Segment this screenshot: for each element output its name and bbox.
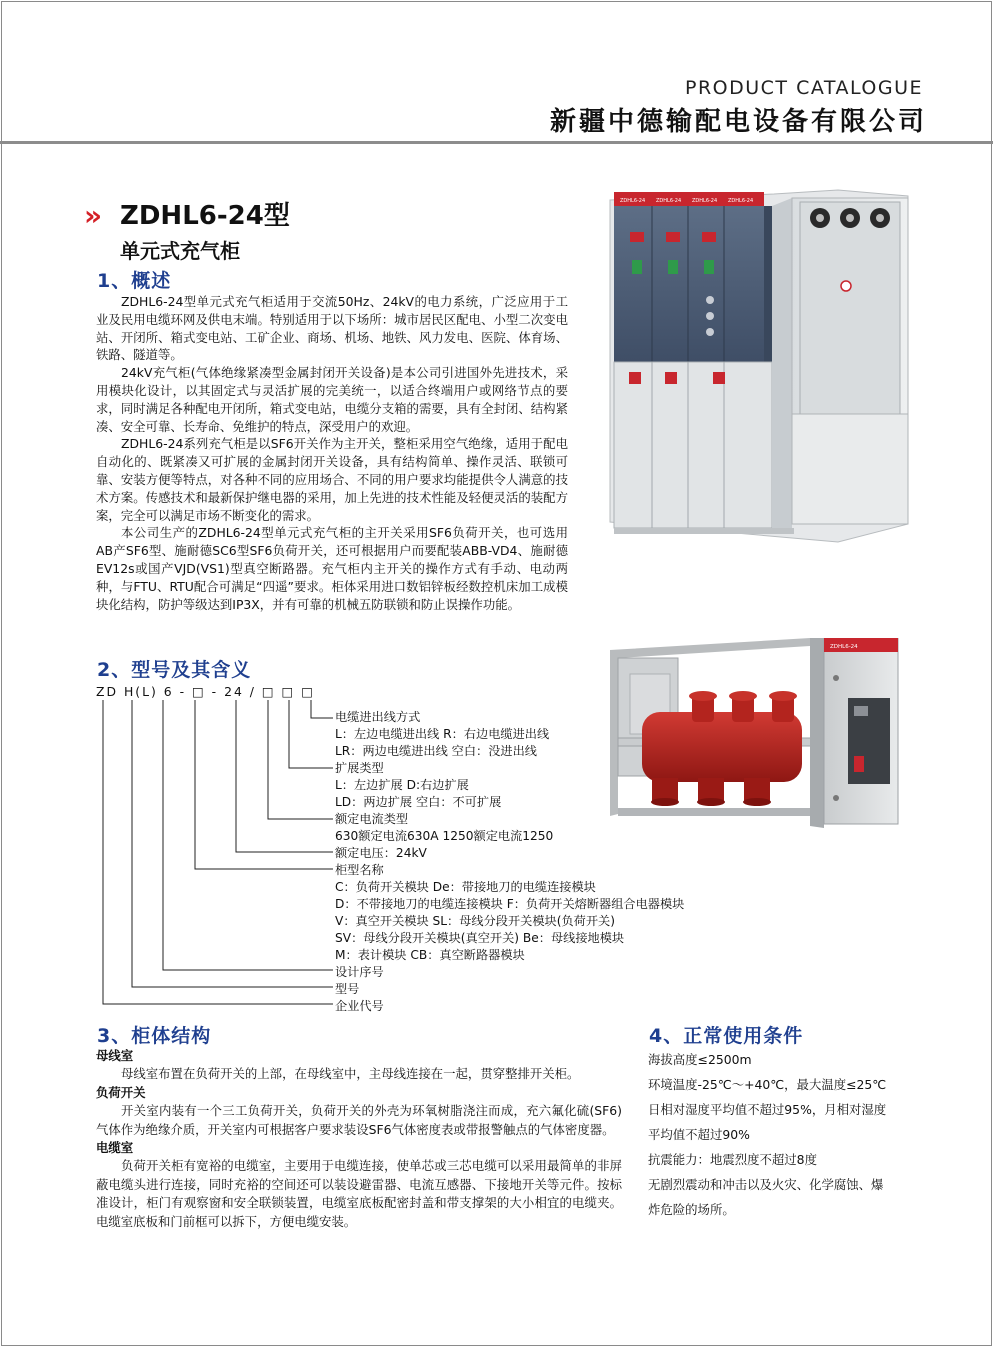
condition-line: 炸危险的场所。 bbox=[648, 1202, 735, 1217]
model-label: D：不带接地刀的电缆连接模块 F：负荷开关熔断器组合电器模块 bbox=[335, 897, 685, 911]
condition-line: 环境温度-25℃～+40℃，最大温度≤25℃ bbox=[648, 1077, 887, 1092]
model-label: M：表计模块 CB：真空断路器模块 bbox=[335, 948, 525, 962]
product-title: ZDHL6-24型 bbox=[120, 201, 290, 231]
model-label: 柜型名称 bbox=[335, 863, 384, 877]
condition-line: 日相对湿度平均值不超过95%，月相对湿度 bbox=[648, 1102, 887, 1117]
model-label: LR：两边电缆进出线 空白：没进出线 bbox=[335, 744, 537, 758]
model-label: 设计序号 bbox=[335, 965, 384, 979]
model-code: ZD H(L) 6 - □ - 24 / □ □ □ bbox=[96, 684, 315, 699]
section-structure-heading: 3、柜体结构 bbox=[97, 1025, 212, 1047]
condition-line: 平均值不超过90% bbox=[648, 1127, 750, 1142]
company-name: 新疆中德输配电设备有限公司 bbox=[549, 107, 927, 137]
model-label: 630额定电流630A 1250额定电流1250 bbox=[335, 829, 554, 843]
cabinet-label: ZDHL6-24 bbox=[620, 198, 646, 204]
model-label: 额定电流类型 bbox=[335, 812, 409, 826]
structure-item-title: 电缆室 bbox=[96, 1140, 134, 1156]
model-label: LD：两边扩展 空白：不可扩展 bbox=[335, 795, 502, 809]
condition-line: 无剧烈震动和冲击以及火灾、化学腐蚀、爆 bbox=[648, 1177, 884, 1192]
conditions-list bbox=[648, 1047, 948, 1222]
overview-paragraph: ZDHL6-24型单元式充气柜适用于交流50Hz、24kV的电力系统，广泛应用于工业及民用电缆环网及供电末端。特别适用于以下场所：城市居民区配电、小型二次变电站、开闭所、箱式变电站、工矿企业、商场、机场、地铁、风力发电、医院、体育场、铁路、隧道等。 bbox=[96, 294, 568, 363]
model-label: L：左边扩展 D:右边扩展 bbox=[335, 778, 469, 792]
model-label: 电缆进出线方式 bbox=[335, 710, 421, 724]
model-label: 企业代号 bbox=[335, 999, 384, 1013]
model-label: 型号 bbox=[335, 982, 360, 996]
condition-line: 海拔高度≤2500m bbox=[648, 1052, 752, 1067]
section-overview-heading: 1、概述 bbox=[97, 270, 172, 292]
product-subtitle: 单元式充气柜 bbox=[120, 239, 240, 263]
structure-item-title: 母线室 bbox=[96, 1048, 134, 1063]
structure-text bbox=[96, 1047, 622, 1231]
overview-paragraph: 本公司生产的ZDHL6-24型单元式充气柜的主开关采用SF6负荷开关，也可选用AB产SF6型、施耐德SC6型SF6负荷开关，还可根据用户而要配装ABB-VD4、施耐德EV12s或国产VJD(VS1)型真空断路器。充气柜内主开关的操作方式有手动、电动两种，与FTU、RTU配合可满足“四遥”要求。柜体采用进口数铝锌板经数控机床加工成模块化结构，防护等级达到IP3X，并有可靠的机械五防联锁和防止误操作功能。 bbox=[96, 525, 568, 612]
condition-line: 抗震能力：地震烈度不超过8度 bbox=[648, 1152, 817, 1167]
cabinet-open-photo bbox=[610, 638, 902, 828]
structure-item-text: 开关室内装有一个三工负荷开关，负荷开关的外壳为环氧树脂浇注而成，充六氟化硫(SF6)气体作为绝缘介质，开关室内可根据客户要求装设SF6气体密度表或带报警触点的气体密度器。 bbox=[96, 1103, 622, 1137]
section-model-heading: 2、型号及其含义 bbox=[97, 659, 252, 681]
catalogue-label: PRODUCT CATALOGUE bbox=[685, 77, 923, 99]
model-label: 扩展类型 bbox=[335, 761, 384, 775]
model-label: 额定电压：24kV bbox=[335, 846, 427, 860]
cabinet-label: ZDHL6-24 bbox=[692, 198, 718, 204]
structure-item-text: 母线室布置在负荷开关的上部，在母线室中，主母线连接在一起，贯穿整排开关柜。 bbox=[121, 1066, 580, 1082]
cabinet-front-photo bbox=[596, 182, 911, 552]
model-label: L：左边电缆进出线 R：右边电缆进出线 bbox=[335, 727, 550, 741]
overview-paragraph: 24kV充气柜(气体绝缘紧凑型金属封闭开关设备)是本公司引进国外先进技术，采用模块化设计，以其固定式与灵活扩展的完美统一，以适合终端用户或网络节点的要求，同时满足各种配电开闭所，箱式变电站，电缆分支箱的需要，具有全封闭、结构紧凑、安全可靠、长寿命、免维护的特点，深受用户的欢迎。 bbox=[96, 365, 568, 434]
structure-item-text: 负荷开关柜有宽裕的电缆室，主要用于电缆连接，使单芯或三芯电缆可以采用最简单的非屏蔽电缆头进行连接，同时充裕的空间还可以装设避雷器、电流互感器、下接地开关等元件。按标准设计，柜门有观察窗和安全联锁装置，电缆室底板配密封盖和带支撑架的大小相宜的电缆夹。电缆室底板和门前框可以拆下，方便电缆安装。 bbox=[96, 1158, 622, 1229]
chevron-icon: » bbox=[84, 199, 96, 232]
overview-paragraph: ZDHL6-24系列充气柜是以SF6开关作为主开关，整柜采用空气绝缘，适用于配电自动化的、既紧凑又可扩展的金属封闭开关设备，具有结构简单、操作灵活、联锁可靠、安装方便等特点，对各种不同的应用场合、不同的用户要求均能提供令人满意的技术方案。传感技术和最新保护继电器的采用，加上先进的技术性能及轻便灵活的装配方案，完全可以满足市场不断变化的需求。 bbox=[96, 436, 568, 523]
cabinet-label: ZDHL6-24 bbox=[830, 644, 858, 650]
structure-item-title: 负荷开关 bbox=[96, 1084, 146, 1100]
model-label: SV：母线分段开关模块(真空开关) Be：母线接地模块 bbox=[335, 931, 625, 945]
cabinet-label: ZDHL6-24 bbox=[656, 198, 682, 204]
model-label: C：负荷开关模块 De：带接地刀的电缆连接模块 bbox=[335, 880, 596, 894]
model-label: V：真空开关模块 SL：母线分段开关模块(负荷开关) bbox=[335, 914, 615, 928]
section-conditions-heading: 4、正常使用条件 bbox=[649, 1025, 804, 1047]
cabinet-label: ZDHL6-24 bbox=[728, 198, 754, 204]
